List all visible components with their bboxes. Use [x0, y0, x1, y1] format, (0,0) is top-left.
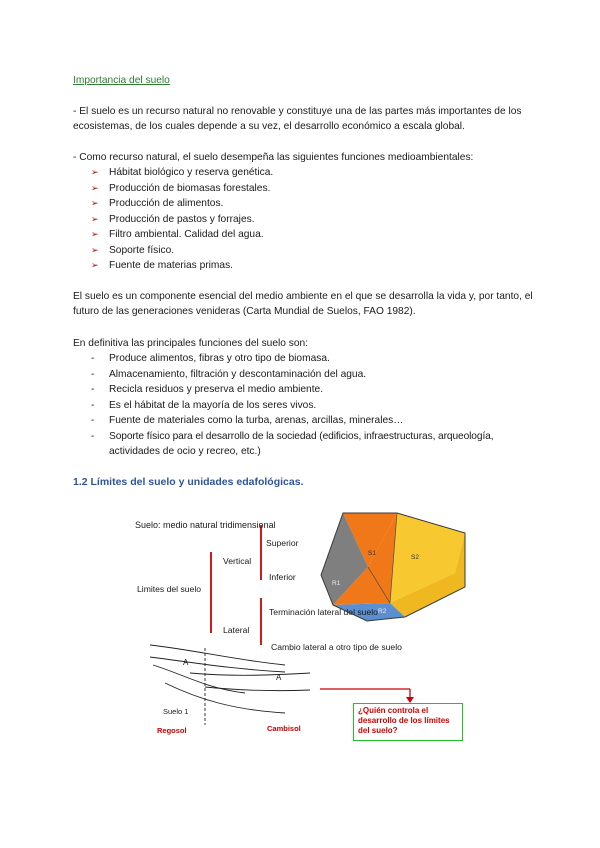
function-item: Hábitat biológico y reserva genética. — [109, 167, 274, 178]
main-function-item: Es el hábitat de la mayoría de los seres vivos. — [109, 400, 317, 411]
dash-bullet-icon: - — [91, 431, 95, 442]
label-r2: R2 — [378, 608, 387, 615]
arrow-bullet-icon: ➢ — [91, 229, 99, 239]
essential-line-2: futuro de las generaciones venideras (Carta Mundial de Suelos, FAO 1982). — [73, 306, 416, 317]
dash-bullet-icon: - — [91, 415, 95, 426]
function-item: Filtro ambiental. Calidad del agua. — [109, 229, 264, 240]
function-item: Producción de biomasas forestales. — [109, 183, 271, 194]
label-inferior: Inferior — [269, 572, 296, 582]
main-function-item-cont: actividades de ocio y recreo, etc.) — [109, 446, 261, 457]
label-lateral: Lateral — [223, 625, 250, 635]
pointer-arrow-icon — [320, 689, 414, 703]
essential-line-1: El suelo es un componente esencial del medio ambiente en el que se desarrolla la vida y, por tanto, el — [73, 291, 533, 302]
main-functions-intro: En definitiva las principales funciones del suelo son: — [73, 338, 309, 349]
dash-bullet-icon: - — [91, 384, 95, 395]
label-lateral-end: Terminación lateral del suelo — [269, 607, 378, 617]
arrow-bullet-icon: ➢ — [91, 260, 99, 270]
function-item: Producción de alimentos. — [109, 198, 224, 209]
function-item: Fuente de materias primas. — [109, 260, 234, 271]
horizon-a-left: A — [183, 658, 189, 667]
label-regosol: Regosol — [157, 726, 187, 735]
intro-line-2: ecosistemas, de los cuales depende a su vez, el desarrollo económico a escala global. — [73, 121, 465, 132]
function-item: Producción de pastos y forrajes. — [109, 214, 255, 225]
arrow-bullet-icon: ➢ — [91, 214, 99, 224]
heading-importancia: Importancia del suelo — [73, 75, 170, 86]
dash-bullet-icon: - — [91, 400, 95, 411]
question-box: ¿Quién controla el desarrollo de los límites del suelo? — [353, 703, 463, 741]
label-cambisol: Cambisol — [267, 724, 301, 733]
label-r1: R1 — [332, 580, 341, 587]
main-function-item: Produce alimentos, fibras y otro tipo de biomasa. — [109, 353, 330, 364]
arrow-bullet-icon: ➢ — [91, 167, 99, 177]
label-vertical: Vertical — [223, 556, 252, 566]
figure-title: Suelo: medio natural tridimensional — [135, 520, 276, 530]
label-lateral-change: Cambio lateral a otro tipo de suelo — [271, 642, 402, 652]
main-function-item: Almacenamiento, filtración y descontaminación del agua. — [109, 369, 367, 380]
main-function-item: Fuente de materiales como la turba, arenas, arcillas, minerales… — [109, 415, 404, 426]
intro-line-1: - El suelo es un recurso natural no renovable y constituye una de las partes más importantes de los — [73, 106, 522, 117]
arrow-bullet-icon: ➢ — [91, 245, 99, 255]
label-suelo-1: Suelo 1 — [163, 707, 189, 716]
arrow-bullet-icon: ➢ — [91, 198, 99, 208]
soil-limits-figure — [135, 505, 470, 750]
label-superior: Superior — [266, 538, 299, 548]
section-title: 1.2 Límites del suelo y unidades edafológicas. — [73, 476, 304, 488]
dash-bullet-icon: - — [91, 369, 95, 380]
label-s2: S2 — [411, 554, 419, 561]
main-function-item: Soporte físico para el desarrollo de la sociedad (edificios, infraestructuras, arqueología, — [109, 431, 494, 442]
soil-block — [321, 513, 465, 621]
functions-intro: - Como recurso natural, el suelo desempeña las siguientes funciones medioambientales: — [73, 152, 474, 163]
function-item: Soporte físico. — [109, 245, 175, 256]
label-limits: Limites del suelo — [137, 584, 202, 594]
horizon-a-right: A — [276, 673, 282, 682]
arrow-bullet-icon: ➢ — [91, 183, 99, 193]
label-s1: S1 — [368, 550, 376, 557]
main-function-item: Recicla residuos y preserva el medio ambiente. — [109, 384, 324, 395]
dash-bullet-icon: - — [91, 353, 95, 364]
